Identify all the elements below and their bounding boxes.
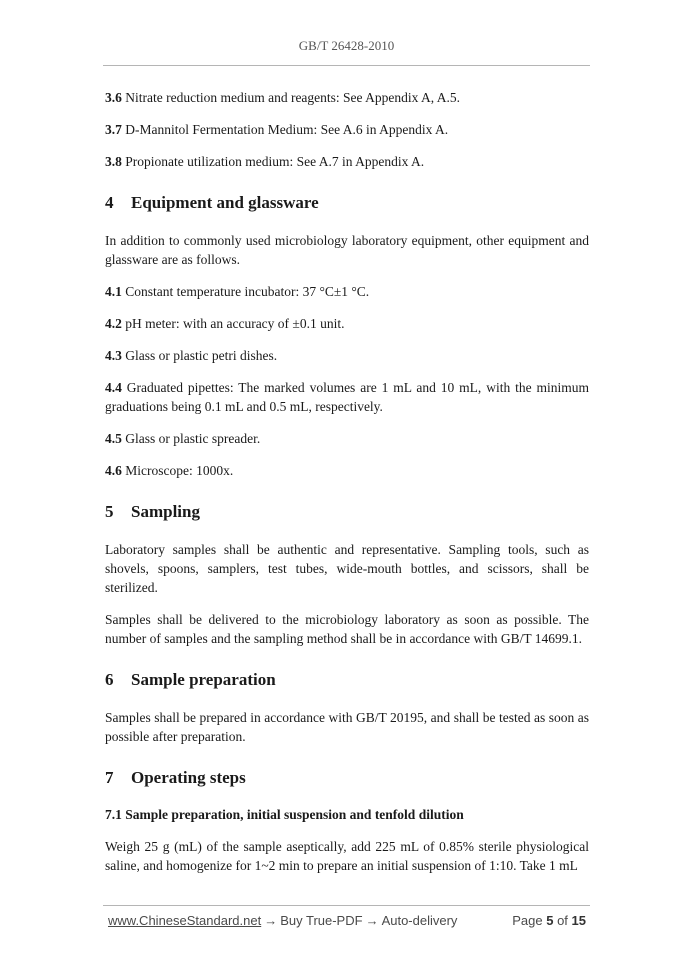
clause-4-2 [105,314,589,333]
footer-divider [103,905,590,906]
auto-delivery-text: Auto-delivery [381,913,458,928]
section-4-heading [105,192,589,214]
clause-number: 4.3 [105,348,122,363]
clause-4-5 [105,429,589,448]
clause-3-6 [105,88,589,107]
of-label: of [557,913,568,928]
section-5-paragraph-2: Samples shall be delivered to the microbiology laboratory as soon as possible. The number of samples and the sampling method shall be in accordance with GB/T 14699.1. [105,612,589,646]
section-6-paragraph: Samples shall be prepared in accordance with GB/T 20195, and shall be tested as soon as possible after preparation. [105,710,589,744]
document-body [105,88,589,875]
clause-number: 4.4 [105,380,122,395]
clause-text: Glass or plastic spreader. [125,431,261,446]
section-5-paragraph-1: Laboratory samples shall be authentic and representative. Sampling tools, such as shovels, spoons, samplers, test tubes, wide-mouth bottles, and scissors, shall be sterilized. [105,542,589,595]
clause-number: 3.8 [105,154,122,169]
total-pages: 15 [571,913,586,928]
clause-4-3 [105,346,589,365]
clause-number: 3.6 [105,90,122,105]
arrow-right-icon: → [264,913,278,928]
buy-pdf-link[interactable]: Buy True-PDF [280,913,363,928]
header-divider [103,65,590,66]
section-title: Sample preparation [131,670,276,689]
site-link[interactable]: www.ChineseStandard.net [108,913,262,928]
arrow-right-icon: → [365,913,379,928]
clause-text: Constant temperature incubator: 37 °C±1 °C. [125,284,370,299]
section-number: 4 [105,193,114,212]
footer-links [108,913,457,928]
section-title: Sampling [131,502,200,521]
page-label: Page [512,913,543,928]
section-number: 7 [105,768,114,787]
clause-4-6 [105,461,589,480]
section-number: 5 [105,502,114,521]
clause-number: 4.2 [105,316,122,331]
current-page: 5 [546,913,554,928]
clause-text: D-Mannitol Fermentation Medium: See A.6 in Appendix A. [125,122,449,137]
subsection-7-1-heading: 7.1 Sample preparation, initial suspension and tenfold dilution [105,807,464,822]
clause-text: pH meter: with an accuracy of ±0.1 unit. [125,316,345,331]
section-7-paragraph: Weigh 25 g (mL) of the sample aseptically, add 225 mL of 0.85% sterile physiological saline, and homogenize for 1~2 min to prepare an initial suspension of 1:10. Take 1 mL [105,839,589,873]
clause-number: 4.6 [105,463,122,478]
clause-number: 4.5 [105,431,122,446]
clause-text: Graduated pipettes: The marked volumes are 1 mL and 10 mL, with the minimum graduations being 0.1 mL and 0.5 mL, respectively. [105,380,589,414]
clause-text: Microscope: 1000x. [125,463,234,478]
section-number: 6 [105,670,114,689]
clause-number: 3.7 [105,122,122,137]
page-footer [108,913,586,931]
clause-4-1 [105,282,589,301]
clause-text: Nitrate reduction medium and reagents: See Appendix A, A.5. [125,90,461,105]
section-6-heading [105,669,589,691]
clause-text: Glass or plastic petri dishes. [125,348,278,363]
section-title: Operating steps [131,768,246,787]
clause-3-7 [105,120,589,139]
section-4-intro: In addition to commonly used microbiology laboratory equipment, other equipment and glassware are as follows. [105,233,589,267]
page-header: GB/T 26428-2010 [298,38,395,53]
clause-3-8 [105,152,589,171]
section-7-heading [105,767,589,789]
clause-text: Propionate utilization medium: See A.7 in Appendix A. [125,154,425,169]
page-indicator [512,913,586,928]
clause-number: 4.1 [105,284,122,299]
section-title: Equipment and glassware [131,193,319,212]
section-5-heading [105,501,589,523]
clause-4-4 [105,378,589,416]
